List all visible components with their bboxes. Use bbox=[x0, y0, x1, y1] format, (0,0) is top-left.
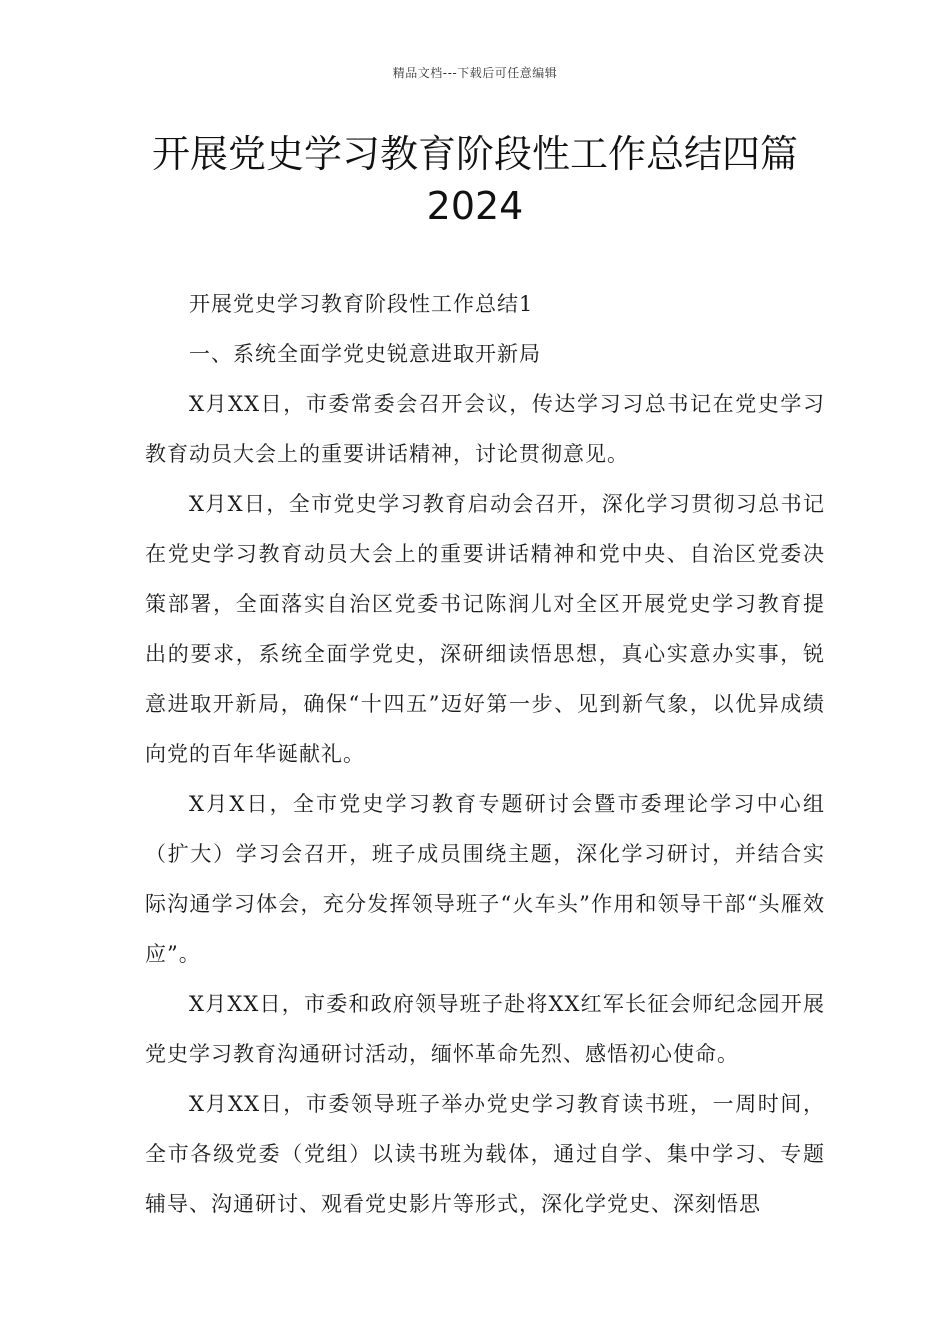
paragraph: X月X日，全市党史学习教育专题研讨会暨市委理论学习中心组（扩大）学习会召开，班子成员围绕主题，深化学习研讨，并结合实际沟通学习体会，充分发挥领导班子“火车头”作用和领导干部“头雁效应”。 bbox=[145, 792, 825, 966]
paragraph: X月XX日，市委和政府领导班子赴将XX红军长征会师纪念园开展党史学习教育沟通研讨活动，缅怀革命先烈、感悟初心使命。 bbox=[145, 992, 825, 1066]
paragraph: X月XX日，市委常委会召开会议，传达学习习总书记在党史学习教育动员大会上的重要讲话精神，讨论贯彻意见。 bbox=[145, 392, 825, 466]
header-note: 精品文档---下载后可任意编辑 bbox=[392, 66, 558, 80]
title-line-1: 开展党史学习教育阶段性工作总结四篇 bbox=[151, 132, 798, 176]
subsection-heading: 一、系统全面学党史锐意进取开新局 bbox=[189, 342, 541, 366]
document-body bbox=[145, 279, 825, 1229]
page-title bbox=[60, 128, 890, 232]
paragraph: X月XX日，市委领导班子举办党史学习教育读书班，一周时间，全市各级党委（党组）以读书班为载体，通过自学、集中学习、专题辅导、沟通研讨、观看党史影片等形式，深化学党史、深刻悟思 bbox=[145, 1092, 825, 1216]
title-line-2: 2024 bbox=[426, 184, 524, 228]
section-heading: 开展党史学习教育阶段性工作总结1 bbox=[189, 292, 534, 316]
paragraph: X月X日，全市党史学习教育启动会召开，深化学习贯彻习总书记在党史学习教育动员大会上的重要讲话精神和党中央、自治区党委决策部署，全面落实自治区党委书记陈润儿对全区开展党史学习教育提出的要求，系统全面学党史，深研细读悟思想，真心实意办实事，锐意进取开新局，确保“十四五”迈好第一步、见到新气象，以优异成绩向党的百年华诞献礼。 bbox=[145, 492, 825, 766]
